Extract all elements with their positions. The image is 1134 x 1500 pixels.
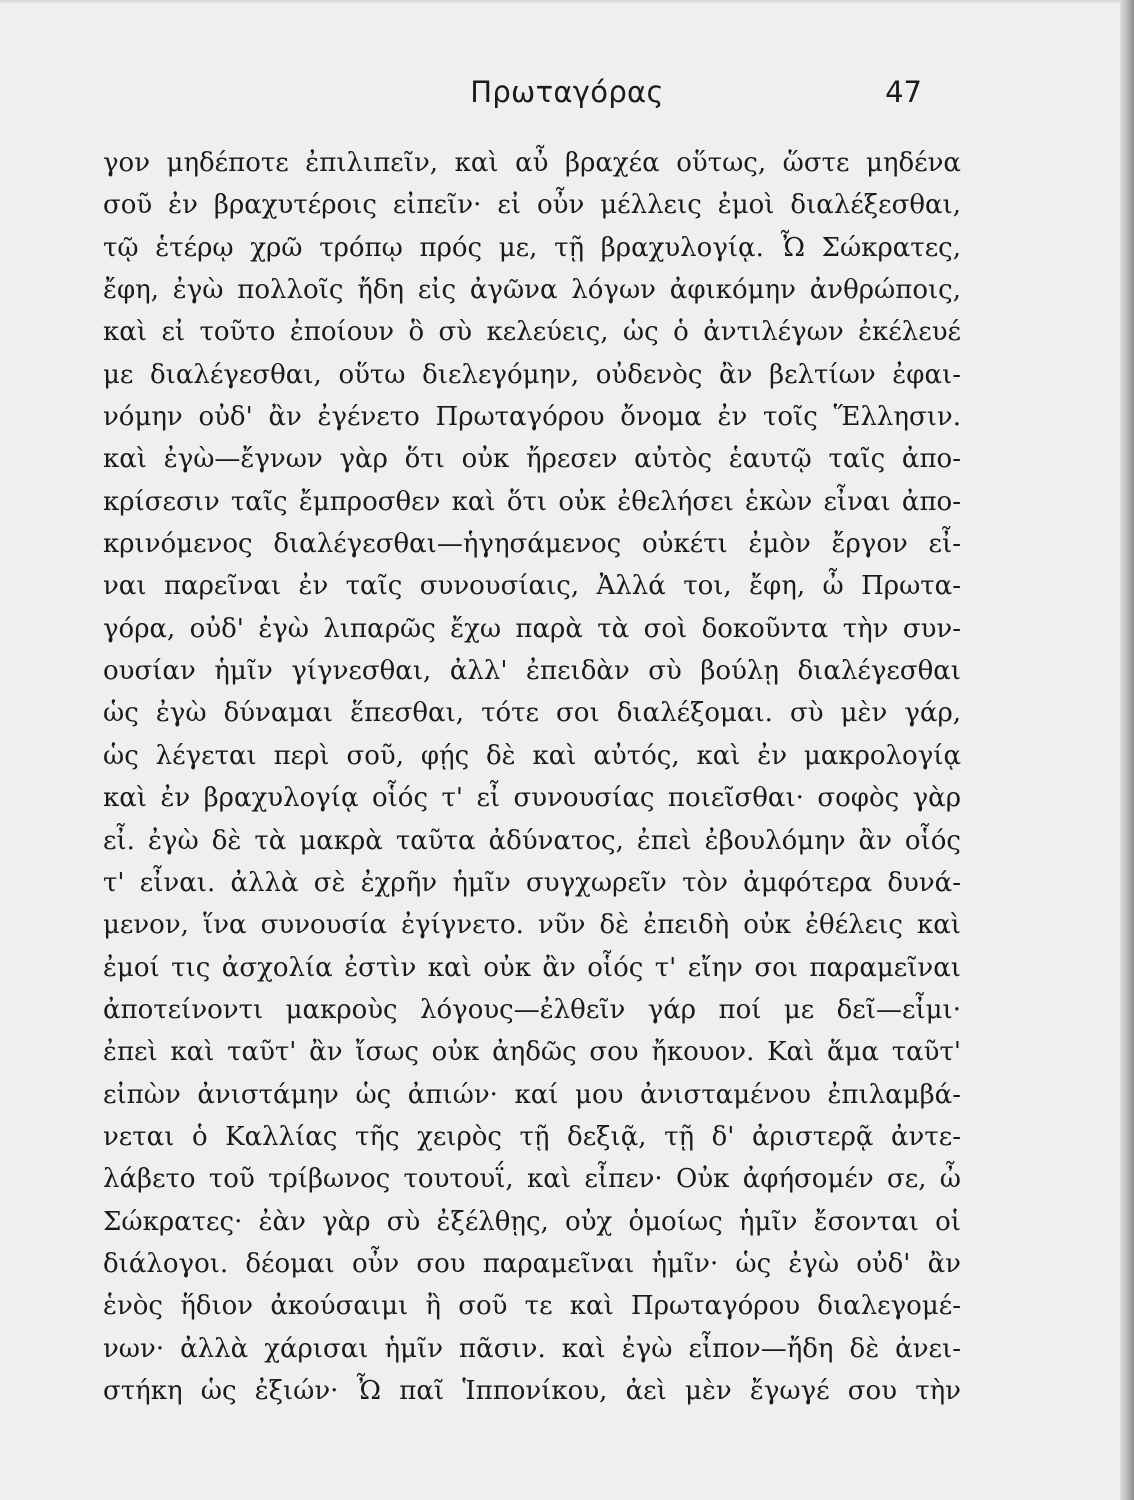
- text-line: ἐμοί τις ἀσχολία ἐστὶν καὶ οὐκ ἂν οἷός τ' εἴην σοι παραμεῖναι: [103, 952, 961, 983]
- page-number: 47: [885, 75, 922, 109]
- text-line: τῷ ἑτέρῳ χρῶ τρόπῳ πρός με, τῇ βραχυλογίᾳ. Ὦ Σώκρατες,: [103, 232, 961, 263]
- text-line: στήκη ὡς ἐξιών· Ὦ παῖ Ἱππονίκου, ἀεὶ μὲν ἔγωγέ σου τὴν: [103, 1375, 961, 1406]
- text-line: ἑνὸς ἥδιον ἀκούσαιμι ἢ σοῦ τε καὶ Πρωταγόρου διαλεγομέ-: [103, 1291, 961, 1322]
- text-line: σοῦ ἐν βραχυτέροις εἰπεῖν· εἰ οὖν μέλλεις ἐμοὶ διαλέξεσθαι,: [103, 190, 961, 221]
- text-line: Σώκρατες· ἐὰν γὰρ σὺ ἐξέλθῃς, οὐχ ὁμοίως ἡμῖν ἔσονται οἱ: [103, 1206, 961, 1237]
- text-line: ὡς ἐγὼ δύναμαι ἕπεσθαι, τότε σοι διαλέξομαι. σὺ μὲν γάρ,: [103, 698, 961, 729]
- text-line: νόμην οὐδ' ἂν ἐγένετο Πρωταγόρου ὄνομα ἐν τοῖς Ἕλλησιν.: [103, 402, 961, 433]
- text-line: ὡς λέγεται περὶ σοῦ, φῄς δὲ καὶ αὐτός, καὶ ἐν μακρολογίᾳ: [103, 740, 961, 771]
- text-line: νων· ἀλλὰ χάρισαι ἡμῖν πᾶσιν. καὶ ἐγὼ εἶπον—ἤδη δὲ ἀνει-: [103, 1333, 961, 1364]
- text-line: διάλογοι. δέομαι οὖν σου παραμεῖναι ἡμῖν· ὡς ἐγὼ οὐδ' ἂν: [103, 1248, 961, 1279]
- text-line: κρινόμενος διαλέγεσθαι—ἡγησάμενος οὐκέτι ἐμὸν ἔργον εἶ-: [103, 529, 961, 560]
- text-line: τ' εἶναι. ἀλλὰ σὲ ἐχρῆν ἡμῖν συγχωρεῖν τὸν ἀμφότερα δυνά-: [103, 867, 961, 898]
- text-line: με διαλέγεσθαι, οὕτω διελεγόμην, οὐδενὸς ἂν βελτίων ἐφαι-: [103, 359, 961, 390]
- page-binding-edge: [1120, 0, 1134, 1500]
- text-line: γον μηδέποτε ἐπιλιπεῖν, καὶ αὖ βραχέα οὕτως, ὥστε μηδένα: [103, 148, 961, 178]
- text-line: γόρα, οὐδ' ἐγὼ λιπαρῶς ἔχω παρὰ τὰ σοὶ δοκοῦντα τὴν συν-: [103, 613, 961, 644]
- text-line: εἰπὼν ἀνιστάμην ὡς ἀπιών· καί μου ἀνισταμένου ἐπιλαμβά-: [103, 1079, 961, 1110]
- text-line: νεται ὁ Καλλίας τῆς χειρὸς τῇ δεξιᾷ, τῇ δ' ἀριστερᾷ ἀντε-: [103, 1121, 961, 1152]
- text-line: εἶ. ἐγὼ δὲ τὰ μακρὰ ταῦτα ἀδύνατος, ἐπεὶ ἐβουλόμην ἂν οἷός: [103, 825, 961, 856]
- text-line: λάβετο τοῦ τρίβωνος τουτουΐ, καὶ εἶπεν· Οὐκ ἀφήσομέν σε, ὦ: [103, 1164, 961, 1195]
- body-text: [103, 142, 961, 1412]
- text-line: κρίσεσιν ταῖς ἔμπροσθεν καὶ ὅτι οὐκ ἐθελήσει ἑκὼν εἶναι ἀπο-: [103, 486, 961, 517]
- text-line: ναι παρεῖναι ἐν ταῖς συνουσίαις, Ἀλλά τοι, ἔφη, ὦ Πρωτα-: [103, 571, 961, 602]
- text-line: ἐπεὶ καὶ ταῦτ' ἂν ἴσως οὐκ ἀηδῶς σου ἤκουον. Καὶ ἅμα ταῦτ': [103, 1037, 961, 1068]
- text-line: ἀποτείνοντι μακροὺς λόγους—ἐλθεῖν γάρ ποί με δεῖ—εἶμι·: [103, 994, 961, 1025]
- text-line: καὶ εἰ τοῦτο ἐποίουν ὃ σὺ κελεύεις, ὡς ὁ ἀντιλέγων ἐκέλευέ: [103, 317, 961, 348]
- text-line: καὶ ἐγὼ—ἔγνων γὰρ ὅτι οὐκ ἤρεσεν αὐτὸς ἑαυτῷ ταῖς ἀπο-: [103, 444, 961, 475]
- page-top-edge: [0, 0, 1134, 4]
- text-line: μενον, ἵνα συνουσία ἐγίγνετο. νῦν δὲ ἐπειδὴ οὐκ ἐθέλεις καὶ: [103, 910, 961, 941]
- text-line: καὶ ἐν βραχυλογίᾳ οἷός τ' εἶ συνουσίας ποιεῖσθαι· σοφὸς γὰρ: [103, 783, 961, 814]
- running-title: Πρωταγόρας: [470, 75, 664, 109]
- text-line: ουσίαν ἡμῖν γίγνεσθαι, ἀλλ' ἐπειδὰν σὺ βούλῃ διαλέγεσθαι: [103, 656, 961, 687]
- text-line: ἔφη, ἐγὼ πολλοῖς ἤδη εἰς ἀγῶνα λόγων ἀφικόμην ἀνθρώποις,: [103, 275, 961, 306]
